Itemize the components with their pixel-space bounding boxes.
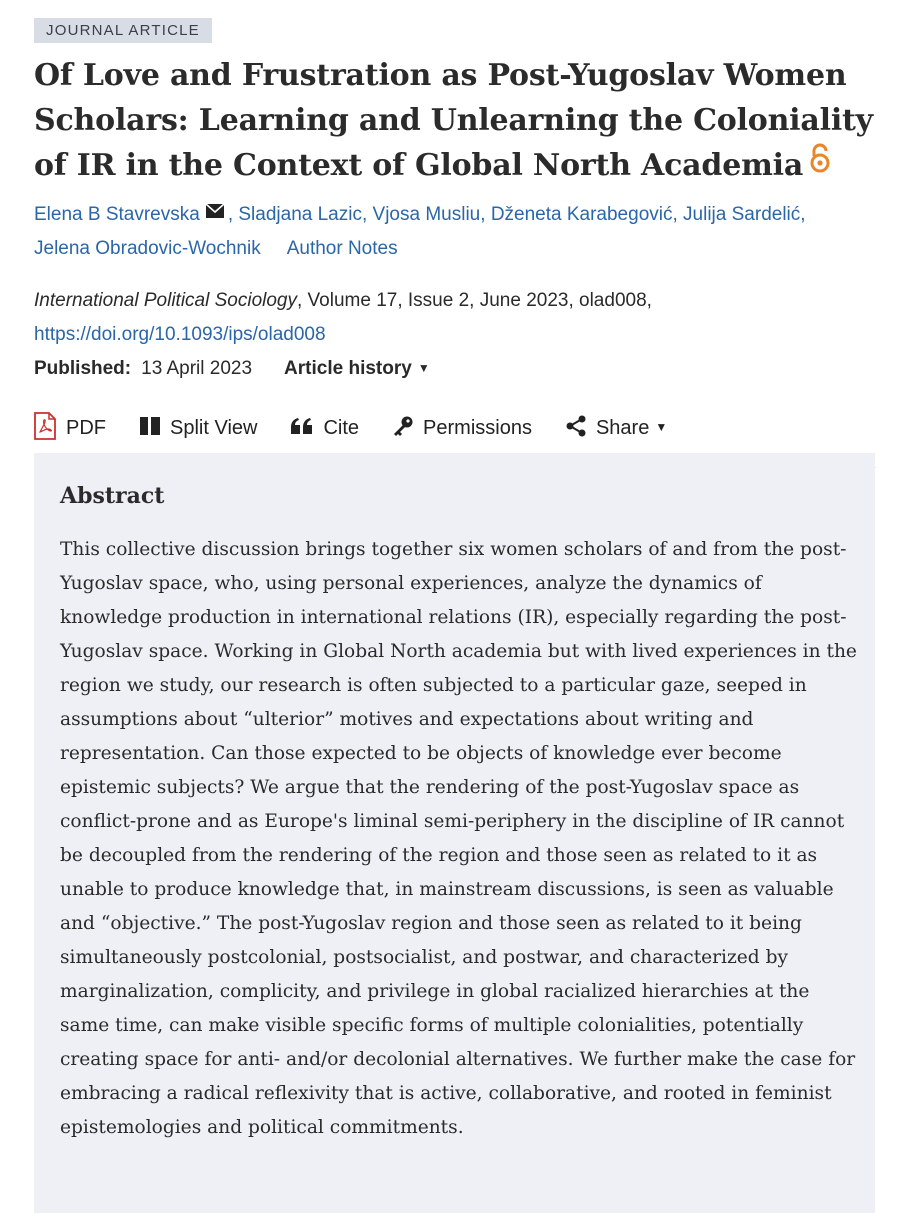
pdf-icon: [34, 412, 66, 446]
caret-down-icon: ▼: [417, 360, 430, 375]
permissions-button[interactable]: [393, 416, 532, 442]
open-access-lock-icon: [809, 141, 831, 186]
author-link[interactable]: Dženeta Karabegović: [490, 203, 673, 225]
split-view-icon: [140, 417, 170, 441]
publication-info: [34, 352, 876, 387]
published-label: Published:: [34, 357, 132, 379]
article-title-text: Of Love and Frustration as Post-Yugoslav Women Scholars: Learning and Unlearning the Coloniality of IR in the Context of Global North Academia: [34, 58, 873, 183]
abstract-text: This collective discussion brings together six women scholars of and from the post-Yugoslav space, who, using personal experiences, analyze the dynamics of knowledge production in international relations (IR), especially regarding the post-Yugoslav space. Working in Global North academia but with lived experiences in the region we study, our research is often subjected to a particular gaze, seeped in assumptions about “ulterior” motives and expectations about writing and representation. Can those expected to be objects of knowledge ever become epistemic subjects? We argue that the rendering of the post-Yugoslav space as conflict-prone and as Europe's liminal semi-periphery in the discipline of IR cannot be decoupled from the rendering of the region and those seen as related to it as unable to produce knowledge that, in mainstream discussions, is seen as valuable and “objective.” The post-Yugoslav region and those seen as related to it being simultaneously postcolonial, postsocialist, and postwar, and characterized by marginalization, complicity, and privilege in global racialized hierarchies at the same time, can make visible specific forms of multiple colonialities, potentially creating space for anti- and/or decolonial alternatives. We further make the case for embracing a radical reflexivity that is active, collaborative, and rooted in feminist epistemologies and political commitments.: [60, 539, 857, 1138]
doi-link[interactable]: https://doi.org/10.1093/ips/olad008: [34, 323, 326, 345]
article-title: [34, 53, 876, 190]
article-history-label: Article history: [284, 357, 412, 379]
pdf-button[interactable]: [34, 412, 106, 446]
published-date: 13 April 2023: [141, 357, 253, 379]
author-link[interactable]: Jelena Obradovic-Wochnik: [34, 237, 261, 259]
author-link[interactable]: Vjosa Musliu: [372, 203, 481, 225]
abstract-section: [34, 453, 875, 1213]
split-view-label: Split View: [170, 417, 258, 440]
author-link[interactable]: Sladjana Lazic: [238, 203, 362, 225]
split-view-button[interactable]: [140, 417, 257, 441]
share-icon: [566, 415, 596, 443]
share-label: Share: [595, 417, 650, 440]
author-notes-link[interactable]: Author Notes: [286, 237, 398, 259]
share-button[interactable]: [566, 415, 667, 443]
author-list: Elena B Stavrevska , Sladjana Lazic, Vjosa Musliu, Dženeta Karabegović, Julija Sardelić, Jelena Obradovic-Wochnik Author Notes: [34, 198, 876, 266]
author-link[interactable]: Elena B Stavrevska: [34, 203, 200, 225]
cite-label: Cite: [323, 417, 360, 440]
author-link[interactable]: Julija Sardelić: [683, 203, 801, 225]
article-header: [34, 18, 876, 468]
abstract-heading: Abstract: [60, 483, 165, 509]
quote-icon: [291, 417, 323, 440]
citation-details: , Volume 17, Issue 2, June 2023, olad008,: [297, 289, 652, 311]
journal-name[interactable]: International Political Sociology: [34, 289, 297, 311]
citation: [34, 284, 876, 352]
permissions-label: Permissions: [423, 417, 532, 440]
article-history-toggle[interactable]: [284, 358, 430, 379]
pdf-label: PDF: [66, 417, 106, 440]
article-type-badge: JOURNAL ARTICLE: [34, 18, 212, 43]
envelope-icon[interactable]: [206, 196, 224, 230]
caret-down-icon: ▼: [655, 419, 668, 434]
key-icon: [393, 416, 423, 442]
cite-button[interactable]: [291, 417, 359, 440]
